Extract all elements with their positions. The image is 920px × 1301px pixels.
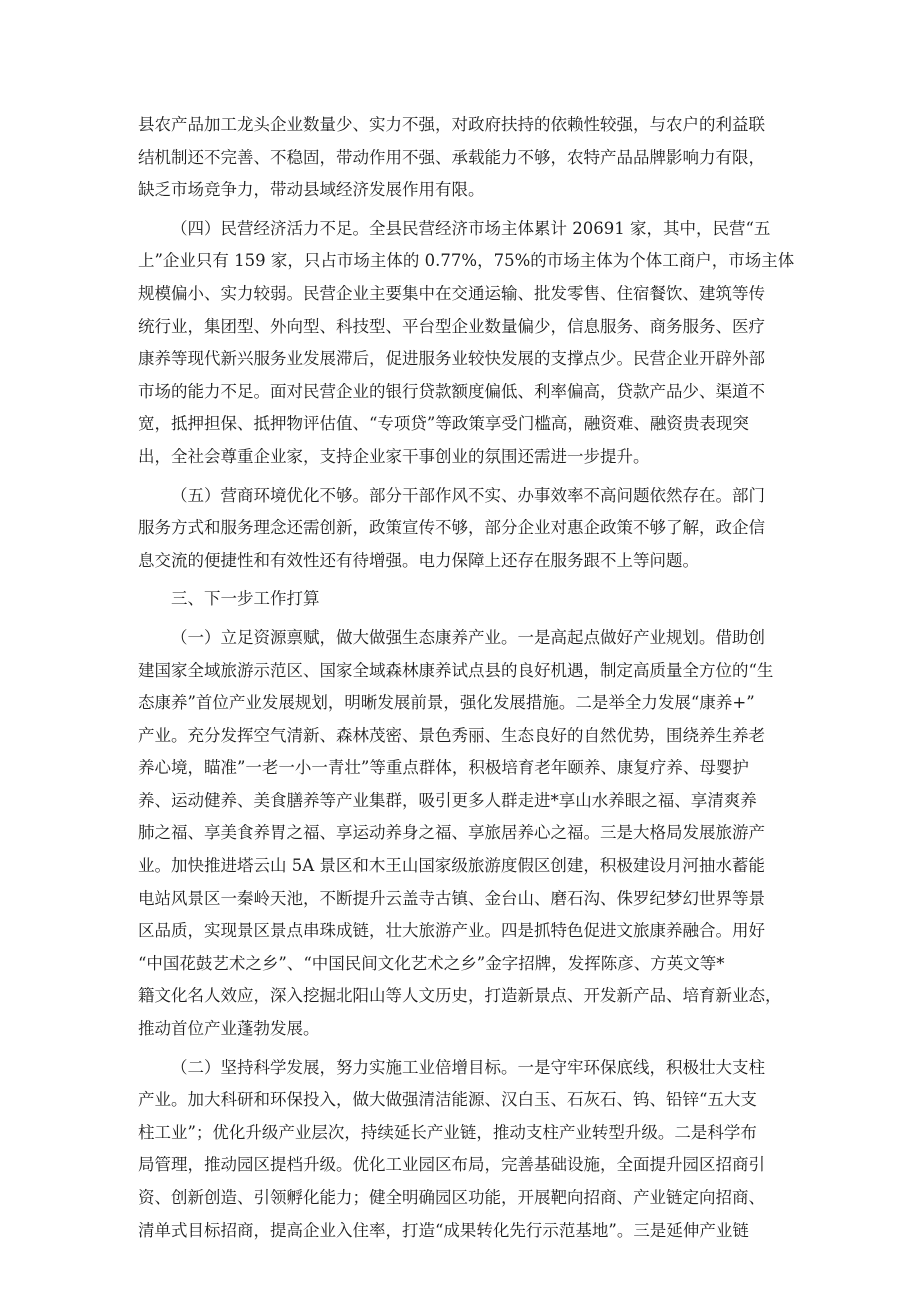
text-line: “中国花鼓艺术之乡”、“中国民间文化艺术之乡”金字招牌，发挥陈彦、方英文等* [138, 953, 725, 973]
text-line: 柱工业”；优化升级产业层次，持续延长产业链，推动支柱产业转型升级。二是科学布 [138, 1122, 757, 1142]
paragraph-eco-wellness-industry [138, 622, 794, 1046]
text-line: 产业。充分发挥空气清新、森林茂密、景色秀丽、生态良好的自然优势，围绕养生养老 [138, 725, 765, 745]
section-heading-text: 三、下一步工作打算 [171, 589, 320, 609]
text-line: 县农产品加工龙头企业数量少、实力不强，对政府扶持的依赖性较强，与农户的利益联 [138, 115, 765, 134]
text-line: 电站风景区一秦岭天池，不断提升云盖寺古镇、金台山、磨石沟、侏罗纪梦幻世界等景 [138, 888, 765, 908]
text-line: （二）坚持科学发展，努力实施工业倍增目标。一是守牢环保底线，积极壮大支柱 [171, 1057, 765, 1077]
text-line: 缺乏市场竞争力，带动县域经济发展作用有限。 [138, 180, 485, 200]
text-line: 服务方式和服务理念还需创新，政策宣传不够，部分企业对惠企政策不够了解，政企信 [138, 518, 765, 538]
text-line: （四）民营经济活力不足。全县民营经济市场主体累计 20691 家，其中，民营“五 [171, 218, 771, 238]
text-line: 建国家全域旅游示范区、国家全域森林康养试点县的良好机遇，制定高质量全方位的“生 [138, 660, 774, 680]
section-heading-next-steps [138, 583, 794, 616]
text-line: （五）营商环境优化不够。部分干部作风不实、办事效率不高问题依然存在。部门 [171, 485, 765, 505]
text-line: 宽，抵押担保、抵押物评估值、“专项贷”等政策享受门槛高，融资难、融资贵表现突 [138, 414, 749, 434]
text-line: 资、创新创造、引领孵化能力；健全明确园区功能，开展靶向招商、产业链定向招商、 [138, 1188, 765, 1207]
text-line: 养心境，瞄准”一老一小一青壮”等重点群体，积极培育老年颐养、康复疗养、母婴护 [138, 758, 749, 778]
text-line: 养、运动健养、美食膳养等产业集群，吸引更多人群走进*享山水养眼之福、享清爽养 [138, 790, 757, 810]
text-line: 上”企业只有 159 家，只占市场主体的 0.77%，75%的市场主体为个体工商户，市场主体 [138, 251, 794, 271]
text-line: 推动首位产业蓬勃发展。 [138, 1019, 320, 1039]
text-line: 态康养”首位产业发展规划，明晰发展前景，强化发展措施。二是举全力发展“康养+” [138, 693, 755, 713]
text-line: 区品质，实现景区景点串珠成链，壮大旅游产业。四是抓特色促进文旅康养融合。用好 [138, 921, 765, 941]
text-line: 统行业，集团型、外向型、科技型、平台型企业数量偏少，信息服务、商务服务、医疗 [138, 316, 765, 336]
text-line: 清单式目标招商，提高企业入住率，打造“成果转化先行示范基地”。三是延伸产业链 [138, 1220, 749, 1240]
text-line: 结机制还不完善、不稳固，带动作用不强、承载能力不够，农特产品品牌影响力有限， [138, 147, 765, 167]
text-line: 息交流的便捷性和有效性还有待增强。电力保障上还存在服务跟不上等问题。 [138, 550, 699, 570]
text-line: 业。加快推进塔云山 5A 景区和木王山国家级旅游度假区创建，积极建设月河抽水蓄能 [138, 856, 765, 876]
text-line: 籍文化名人效应，深入挖掘北阳山等人文历史，打造新景点、开发新产品、培育新业态， [138, 986, 782, 1006]
paragraph-agriculture-leading-enterprises [138, 109, 794, 207]
text-line: 出，全社会尊重企业家，支持企业家干事创业的氛围还需进一步提升。 [138, 446, 650, 466]
paragraph-industrial-doubling [138, 1052, 794, 1248]
text-line: 产业。加大科研和环保投入，做大做强清洁能源、汉白玉、石灰石、钨、铅锌“五大支 [138, 1090, 757, 1110]
text-line: （一）立足资源禀赋，做大做强生态康养产业。一是高起点做好产业规划。借助创 [171, 627, 765, 647]
text-line: 市场的能力不足。面对民营企业的银行贷款额度偏低、利率偏高，贷款产品少、渠道不 [138, 381, 765, 401]
document-body [138, 109, 794, 1253]
text-line: 康养等现代新兴服务业发展滞后，促进服务业较快发展的支撑点少。民营企业开辟外部 [138, 349, 765, 369]
text-line: 规模偏小、实力较弱。民营企业主要集中在交通运输、批发零售、住宿餐饮、建筑等传 [138, 283, 765, 303]
paragraph-private-economy [138, 213, 794, 474]
text-line: 局管理，推动园区提档升级。优化工业园区布局，完善基础设施，全面提升园区招商引 [138, 1155, 765, 1175]
paragraph-business-environment [138, 480, 794, 578]
text-line: 肺之福、享美食养胃之福、享运动养身之福、享旅居养心之福。三是大格局发展旅游产 [138, 823, 765, 843]
